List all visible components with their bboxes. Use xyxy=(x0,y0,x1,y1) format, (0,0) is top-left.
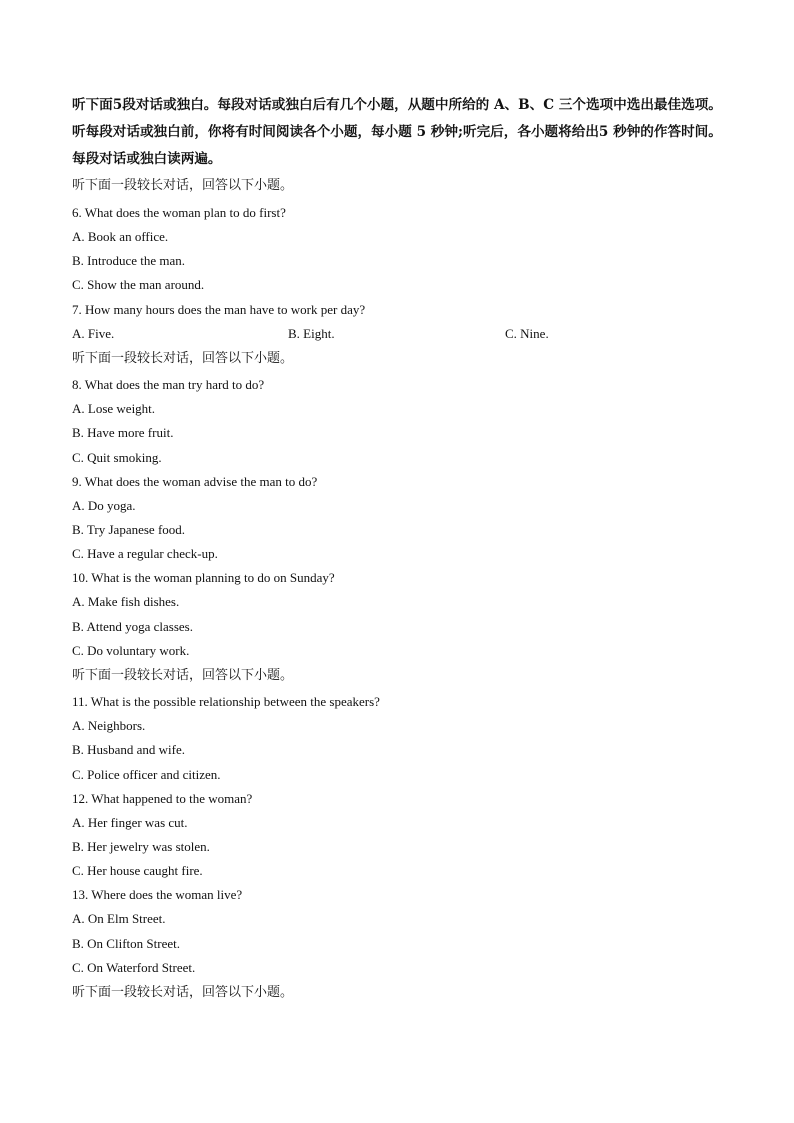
question-9: 9. What does the woman advise the man to do? xyxy=(72,474,318,489)
option-9b: B. Try Japanese food. xyxy=(72,522,186,537)
instructions xyxy=(72,92,752,173)
option-7c: C. Nine. xyxy=(505,326,549,341)
option-12b: B. Her jewelry was stolen. xyxy=(72,839,210,854)
option-11c: C. Police officer and citizen. xyxy=(72,767,221,782)
section-prompt: 听下面一段较长对话，回答以下小题。 xyxy=(72,668,294,683)
question-13: 13. Where does the woman live? xyxy=(72,887,243,902)
question-10: 10. What is the woman planning to do on Sunday? xyxy=(72,570,335,585)
option-11a: A. Neighbors. xyxy=(72,718,146,733)
option-13a: A. On Elm Street. xyxy=(72,911,166,926)
option-6b: B. Introduce the man. xyxy=(72,253,185,268)
section-prompt: 听下面一段较长对话，回答以下小题。 xyxy=(72,985,294,1000)
option-9a: A. Do yoga. xyxy=(72,498,136,513)
question-7: 7. How many hours does the man have to work per day? xyxy=(72,302,366,317)
option-8c: C. Quit smoking. xyxy=(72,450,162,465)
option-11b: B. Husband and wife. xyxy=(72,742,186,757)
option-12c: C. Her house caught fire. xyxy=(72,863,203,878)
instruction-line-1: 听下面5段对话或独白。每段对话或独白后有几个小题，从题中所给的 A、B、C 三个选项中选出最佳选项。 xyxy=(72,97,722,113)
question-11: 11. What is the possible relationship between the speakers? xyxy=(72,694,380,709)
instruction-line-3: 每段对话或独白读两遍。 xyxy=(72,151,222,167)
option-13c: C. On Waterford Street. xyxy=(72,960,196,975)
options-row-7 xyxy=(72,326,752,342)
option-9c: C. Have a regular check-up. xyxy=(72,546,218,561)
option-12a: A. Her finger was cut. xyxy=(72,815,188,830)
section-prompt: 听下面一段较长对话，回答以下小题。 xyxy=(72,178,294,193)
option-10c: C. Do voluntary work. xyxy=(72,643,190,658)
question-8: 8. What does the man try hard to do? xyxy=(72,377,265,392)
option-10a: A. Make fish dishes. xyxy=(72,594,180,609)
question-12: 12. What happened to the woman? xyxy=(72,791,253,806)
option-8b: B. Have more fruit. xyxy=(72,425,174,440)
option-7a: A. Five. xyxy=(72,326,115,341)
option-8a: A. Lose weight. xyxy=(72,401,156,416)
option-10b: B. Attend yoga classes. xyxy=(72,619,193,634)
option-6a: A. Book an office. xyxy=(72,229,169,244)
option-7b: B. Eight. xyxy=(288,326,335,341)
option-6c: C. Show the man around. xyxy=(72,277,205,292)
question-6: 6. What does the woman plan to do first? xyxy=(72,205,286,220)
instruction-line-2: 听每段对话或独白前，你将有时间阅读各个小题，每小题 5 秒钟;听完后，各小题将给出5 秒钟的作答时间。 xyxy=(72,124,722,140)
option-13b: B. On Clifton Street. xyxy=(72,936,180,951)
section-prompt: 听下面一段较长对话，回答以下小题。 xyxy=(72,351,294,366)
